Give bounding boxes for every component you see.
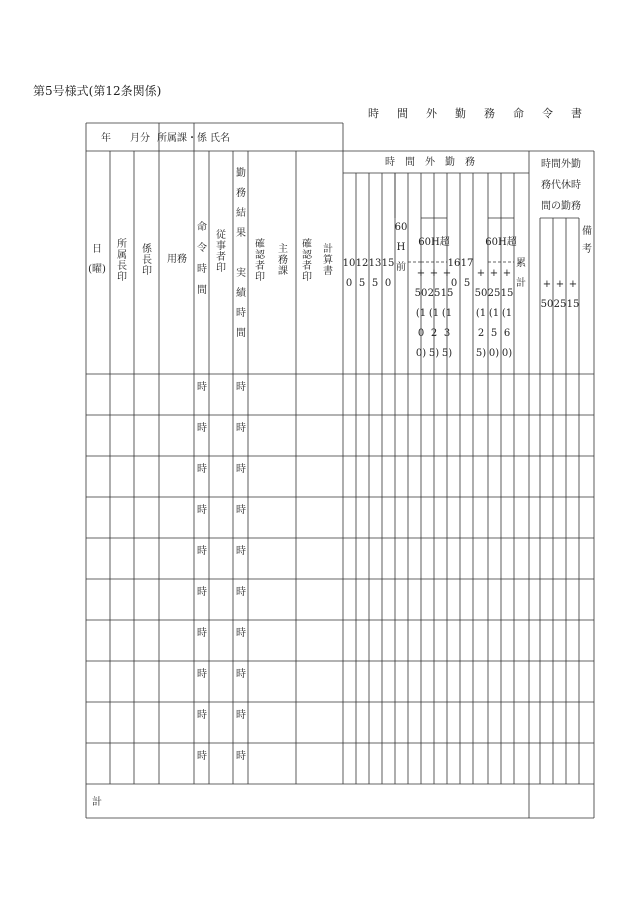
row-hour-order: 時 (197, 423, 207, 434)
col-main-dept: 主 (278, 244, 288, 255)
col-weekday: (曜) (88, 264, 106, 275)
col-confirm-seal: 認 (255, 250, 265, 261)
col-sub-head-seal: 長 (142, 255, 152, 266)
col-sub-a: 2 (430, 328, 438, 339)
col-sub-a: 0) (415, 348, 427, 359)
col-sub-a: 3 (443, 328, 451, 339)
row-hour-result: 時 (236, 382, 246, 393)
col-worker-seal: 従 (216, 230, 226, 241)
form-number: 第5号様式(第12条関係) (33, 84, 162, 98)
title-char: 令 (542, 107, 553, 120)
row-hour-order: 時 (197, 669, 207, 680)
col-sub-b: 15 (500, 288, 514, 299)
col-sub-b: 0) (488, 348, 500, 359)
col-confirm-seal2: 認 (302, 250, 312, 261)
row-hour-order: 時 (197, 587, 207, 598)
col-dept-head-seal: 所 (117, 239, 127, 250)
col-result-time: 時 (236, 308, 246, 319)
col-rate-125: 5 (358, 278, 366, 289)
col-worker-seal: 印 (216, 263, 226, 274)
col-calc: 算 (323, 255, 333, 266)
col-main-dept: 務 (278, 255, 288, 266)
row-hour-result: 時 (236, 505, 246, 516)
col-rate-150: 15 (381, 258, 395, 269)
col-result-time: 結 (236, 208, 246, 219)
row-hour-order: 時 (197, 464, 207, 475)
title-char: 時 (368, 107, 379, 120)
col-sub-b: 25 (487, 288, 501, 299)
col-sub-b: 5 (490, 328, 498, 339)
col-rate-175: 17 (460, 258, 474, 269)
col-substitute: 務代休時 (541, 180, 581, 191)
row-hour-result: 時 (236, 423, 246, 434)
col-substitute-sub: + (568, 279, 578, 290)
col-remarks: 備 (582, 226, 592, 237)
col-rate-135: 13 (368, 258, 382, 269)
col-sub-a: (1 (441, 308, 453, 319)
col-confirm-seal2: 確 (302, 239, 312, 250)
col-calc: 計 (323, 244, 333, 255)
row-hour-order: 時 (197, 382, 207, 393)
col-dept-head-seal: 印 (117, 272, 127, 283)
col-sub-b: 6 (503, 328, 511, 339)
col-sub-b: + (502, 268, 512, 279)
col-order-time: 間 (197, 285, 207, 296)
col-result-time: 勤 (236, 168, 246, 179)
col-cumulative: 累 (516, 258, 526, 269)
col-before-60h: 前 (396, 262, 406, 273)
col-substitute: 時間外勤 (541, 159, 581, 170)
col-confirm-seal2: 者 (302, 261, 312, 272)
col-rate-160: 16 (447, 258, 461, 269)
col-dept-head-seal: 長 (117, 261, 127, 272)
col-before-60h: H (396, 242, 406, 253)
col-result-time: 間 (236, 328, 246, 339)
col-sub-a: + (442, 268, 452, 279)
col-sub-head-seal: 印 (142, 266, 152, 277)
col-dept-head-seal: 属 (117, 250, 127, 261)
row-hour-result: 時 (236, 587, 246, 598)
col-sub-b: 0) (501, 348, 513, 359)
title-char: 勤 (455, 107, 466, 120)
col-result-time: 務 (236, 188, 246, 199)
col-sub-a: 5) (428, 348, 440, 359)
header-dept: 所属課・係 (157, 133, 207, 144)
col-calc: 書 (323, 266, 333, 277)
row-hour-order: 時 (197, 505, 207, 516)
col-remarks: 考 (582, 244, 592, 255)
col-worker-seal: 者 (216, 252, 226, 263)
header-name: 氏名 (210, 133, 230, 144)
col-sub-a: 50 (414, 288, 428, 299)
col-substitute-sub: 15 (566, 299, 580, 310)
col-sub-a: + (429, 268, 439, 279)
col-sub-b: 2 (477, 328, 485, 339)
row-hour-order: 時 (197, 710, 207, 721)
col-over60-b: 60H超 (485, 237, 517, 248)
col-sub-a: 15 (440, 288, 454, 299)
row-hour-order: 時 (197, 751, 207, 762)
col-substitute-sub: 50 (540, 299, 554, 310)
col-confirm-seal: 印 (255, 272, 265, 283)
col-confirm-seal: 者 (255, 261, 265, 272)
row-hour-result: 時 (236, 669, 246, 680)
col-substitute-sub: + (555, 279, 565, 290)
row-hour-result: 時 (236, 710, 246, 721)
col-cumulative: 計 (516, 278, 526, 289)
col-over60-a: 60H超 (418, 237, 450, 248)
col-order-time: 命 (197, 222, 207, 233)
title-char: 命 (513, 107, 524, 120)
row-hour-result: 時 (236, 751, 246, 762)
col-sub-b: + (476, 268, 486, 279)
title-char: 書 (571, 107, 582, 120)
col-sub-b: + (489, 268, 499, 279)
col-result-time: 果 (236, 228, 246, 239)
col-sub-b: (1 (475, 308, 487, 319)
col-substitute-sub: + (542, 279, 552, 290)
col-substitute: 間の勤務 (541, 201, 581, 212)
col-main-dept: 課 (278, 266, 288, 277)
header-year: 年 (101, 133, 111, 144)
row-hour-order: 時 (197, 546, 207, 557)
col-confirm-seal2: 印 (302, 272, 312, 283)
col-before-60h: 60 (394, 222, 408, 233)
col-substitute-sub: 25 (553, 299, 567, 310)
overtime-group-label: 時 間 外 勤 務 (385, 157, 475, 168)
col-rate-100: 0 (345, 278, 353, 289)
col-order-time: 令 (197, 243, 207, 254)
col-rate-175: 5 (463, 278, 471, 289)
header-month: 月分 (130, 133, 150, 144)
col-rate-125: 12 (355, 258, 369, 269)
row-hour-result: 時 (236, 464, 246, 475)
col-result-time: 実 (236, 268, 246, 279)
col-rate-160: 0 (450, 278, 458, 289)
col-rate-100: 10 (342, 258, 356, 269)
col-sub-b: (1 (501, 308, 513, 319)
col-rate-150: 0 (384, 278, 392, 289)
title-char: 外 (426, 107, 437, 120)
col-confirm-seal: 確 (255, 239, 265, 250)
col-worker-seal: 事 (216, 241, 226, 252)
col-day: 日 (92, 244, 102, 255)
col-sub-a: 25 (427, 288, 441, 299)
title-char: 務 (484, 107, 495, 120)
col-sub-a: + (416, 268, 426, 279)
total-label: 計 (92, 797, 102, 808)
col-sub-a: 0 (417, 328, 425, 339)
col-sub-b: (1 (488, 308, 500, 319)
col-rate-135: 5 (371, 278, 379, 289)
col-result-time: 績 (236, 288, 246, 299)
col-business: 用務 (167, 254, 187, 265)
col-sub-a: 5) (441, 348, 453, 359)
row-hour-result: 時 (236, 628, 246, 639)
col-sub-a: (1 (428, 308, 440, 319)
col-sub-head-seal: 係 (142, 244, 152, 255)
col-sub-b: 50 (474, 288, 488, 299)
row-hour-result: 時 (236, 546, 246, 557)
col-sub-b: 5) (475, 348, 487, 359)
col-order-time: 時 (197, 264, 207, 275)
row-hour-order: 時 (197, 628, 207, 639)
col-sub-a: (1 (415, 308, 427, 319)
title-char: 間 (397, 107, 408, 120)
